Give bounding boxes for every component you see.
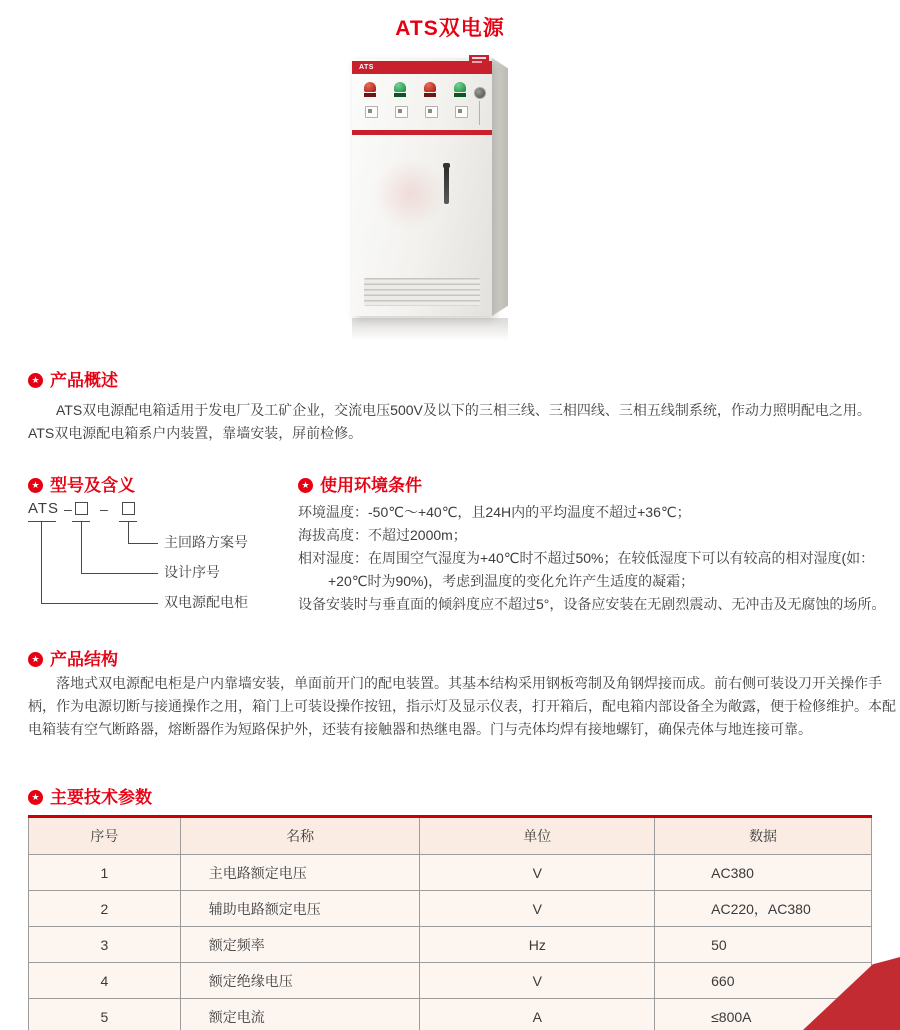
model-box-scheme	[122, 502, 135, 515]
table-row	[29, 963, 872, 999]
model-dash: –	[100, 501, 108, 517]
model-label-design: 设计序号	[164, 564, 220, 580]
parameters-table	[28, 815, 872, 1030]
meter-button-3	[425, 106, 438, 118]
section-heading-environment	[298, 476, 422, 495]
structure-line: 电箱装有空气断路器，熔断器作为短路保护外，还装有接触器和热继电器。门与壳体均焊有接地螺钉，确保壳体与地连接可靠。	[28, 721, 812, 737]
model-dash: –	[64, 501, 72, 517]
cell-data: AC220，AC380	[655, 891, 872, 927]
table-row	[29, 927, 872, 963]
column-header-index: 序号	[29, 817, 181, 855]
overview-line: ATS双电源配电箱系户内装置，靠墙安装，屏前检修。	[28, 425, 363, 441]
overview-paragraph	[28, 399, 878, 445]
column-header-unit: 单位	[420, 817, 655, 855]
indicator-lamp-red-1	[364, 82, 376, 97]
section-heading-label: 产品概述	[50, 371, 118, 390]
model-label-cabinet: 双电源配电柜	[164, 594, 248, 610]
environment-line: 相对湿度：在周围空气湿度为+40℃时不超过50%；在较低湿度下可以有较高的相对湿度(如：	[298, 550, 875, 566]
section-heading-model	[28, 476, 135, 495]
model-designation-diagram	[28, 500, 298, 615]
cell-index: 5	[29, 999, 181, 1030]
cell-unit: V	[420, 963, 655, 999]
meter-button-4	[455, 106, 468, 118]
section-heading-label: 型号及含义	[50, 476, 135, 495]
star-icon	[28, 373, 43, 388]
environment-conditions	[298, 501, 896, 616]
diagram-connector	[41, 521, 158, 604]
cell-unit: V	[420, 891, 655, 927]
star-icon	[298, 478, 313, 493]
cabinet-red-stripe	[352, 130, 492, 135]
model-prefix: ATS	[28, 500, 60, 517]
cell-unit: V	[420, 855, 655, 891]
column-header-name: 名称	[180, 817, 420, 855]
cabinet-reflection	[352, 318, 508, 345]
meter-button-1	[365, 106, 378, 118]
indicator-lamp-green-1	[394, 82, 406, 97]
cell-index: 4	[29, 963, 181, 999]
structure-line: 柄，作为电源切断与接通操作之用，箱门上可装设操作按钮，指示灯及显示仪表，打开箱后，配电箱内部设备全为敞露，便于检修维护。本配	[28, 698, 896, 714]
section-heading-label: 使用环境条件	[320, 476, 422, 495]
star-icon	[28, 790, 43, 805]
star-icon	[28, 652, 43, 667]
cell-unit: A	[420, 999, 655, 1030]
star-icon	[28, 478, 43, 493]
cell-data: AC380	[655, 855, 872, 891]
cell-data: 50	[655, 927, 872, 963]
indicator-lamp-red-2	[424, 82, 436, 97]
table-row	[29, 891, 872, 927]
table-row	[29, 999, 872, 1030]
cell-name: 辅助电路额定电压	[180, 891, 420, 927]
model-box-design	[75, 502, 88, 515]
section-heading-overview	[28, 371, 118, 390]
environment-line: 海拔高度：不超过2000m；	[298, 527, 467, 543]
cabinet-front-panel	[352, 58, 492, 316]
cell-index: 2	[29, 891, 181, 927]
structure-paragraph	[28, 672, 896, 741]
cell-name: 额定频率	[180, 927, 420, 963]
meter-button-2	[395, 106, 408, 118]
environment-line: 设备安装时与垂直面的倾斜度应不超过5°，设备应安装在无剧烈震动、无冲击及无腐蚀的场所。	[298, 596, 886, 612]
cell-name: 额定绝缘电压	[180, 963, 420, 999]
table-row	[29, 855, 872, 891]
environment-line: 环境温度：-50℃～+40℃，且24H内的平均温度不超过+36℃；	[298, 504, 691, 520]
section-heading-parameters	[28, 788, 152, 807]
section-heading-structure	[28, 650, 118, 669]
section-heading-label: 产品结构	[50, 650, 118, 669]
structure-line: 落地式双电源配电柜是户内靠墙安装，单面前开门的配电装置。其基本结构采用钢板弯制及角钢焊接而成。前右侧可装设刀开关操作手	[56, 675, 882, 691]
model-label-scheme: 主回路方案号	[164, 534, 248, 550]
indicator-lamp-green-2	[454, 82, 466, 97]
overview-line: ATS双电源配电箱适用于发电厂及工矿企业，交流电压500V及以下的三相三线、三相四线、三相五线制系统，作动力照明配电之用。	[56, 402, 871, 418]
vent-grille	[364, 278, 480, 306]
cell-index: 1	[29, 855, 181, 891]
page-title: ATS双电源	[395, 17, 505, 40]
product-image	[342, 50, 558, 346]
cell-index: 3	[29, 927, 181, 963]
cell-name: 额定电流	[180, 999, 420, 1030]
cell-name: 主电路额定电压	[180, 855, 420, 891]
key-lock-icon	[474, 87, 486, 99]
cabinet-label: ATS	[359, 64, 374, 71]
door-handle	[444, 166, 449, 204]
cabinet-side-panel	[492, 58, 508, 316]
column-header-data: 数据	[655, 817, 872, 855]
cell-unit: Hz	[420, 927, 655, 963]
cell-data: 660	[655, 963, 872, 999]
section-heading-label: 主要技术参数	[50, 788, 152, 807]
brand-logo-tag	[469, 55, 489, 65]
table-header-row	[29, 817, 872, 855]
cabinet-watermark	[374, 158, 446, 230]
environment-line: +20℃时为90%)，考虑到温度的变化允许产生适度的凝霜；	[328, 573, 695, 589]
key-slot	[479, 101, 480, 125]
cell-data: ≤800A	[655, 999, 872, 1030]
